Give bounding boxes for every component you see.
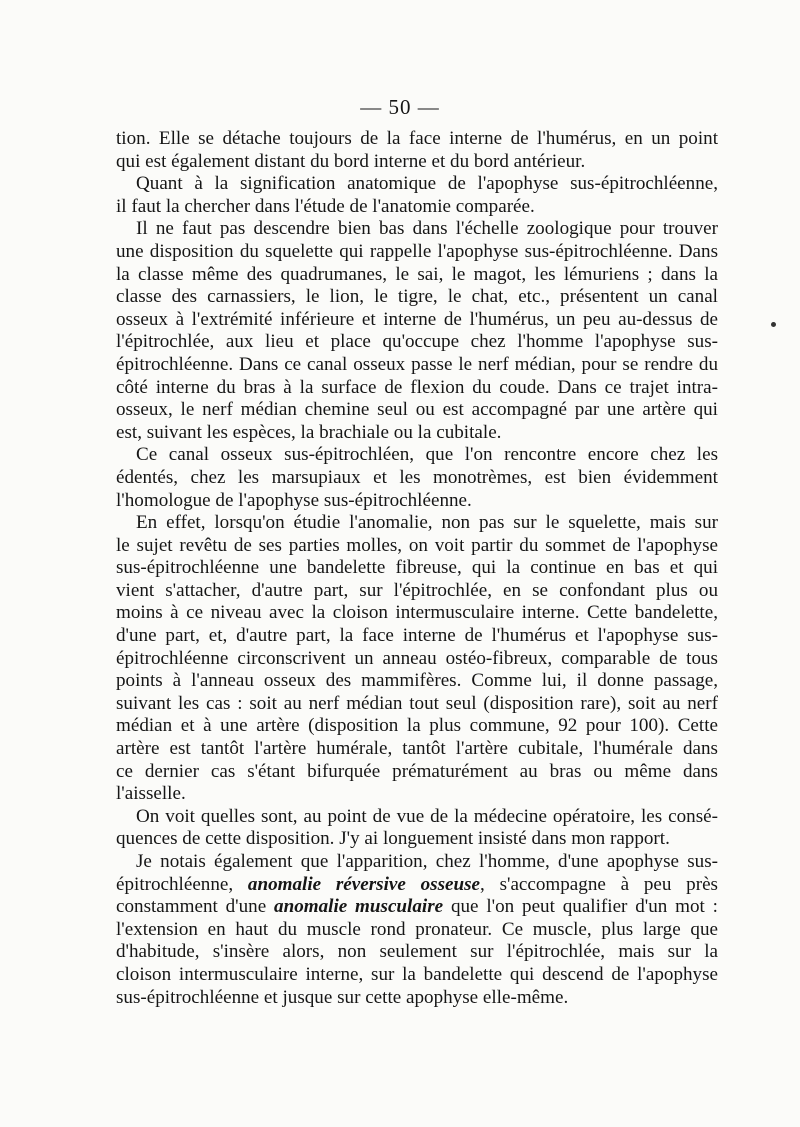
text-segment: que l'on peut qualifier d'un mot : — [443, 896, 718, 918]
text-line: est, suivant les espèces, la brachiale ou la cubitale. — [116, 421, 502, 443]
text-line: la classe même des quadrumanes, le sai, le magot, les lémuriens ; dans la — [116, 263, 718, 285]
italic-emphasis: anomalie musculaire — [274, 896, 444, 918]
page-number: — 50 — — [360, 95, 440, 119]
text-line: osseux, le nerf médian chemine seul ou est accompagné par une artère qui — [116, 399, 718, 421]
text-line: artère est tantôt l'artère humérale, tantôt l'artère cubitale, l'humérale dans — [116, 738, 718, 760]
text-line: épitrochléenne circonscrivent un anneau ostéo-fibreux, comparable de tous — [116, 647, 718, 669]
text-segment: , s'accompagne à peu près — [480, 873, 718, 895]
text-line: Ce canal osseux sus-épitrochléen, que l'on rencontre encore chez les — [136, 444, 718, 466]
text-line: Je notais également que l'apparition, chez l'homme, d'une apophyse sus- — [136, 851, 718, 872]
text-line: vient s'attacher, d'autre part, sur l'épitrochlée, en se confondant plus ou — [116, 579, 718, 601]
text-line: l'extension en haut du muscle rond pronateur. Ce muscle, plus large que — [116, 918, 718, 940]
text-line: sus-épitrochléenne une bandelette fibreuse, qui la continue en bas et qui — [116, 557, 718, 579]
text-line: On voit quelles sont, au point de vue de la médecine opératoire, les consé- — [136, 805, 718, 827]
body-text — [116, 128, 718, 1009]
text-line: le sujet revêtu de ses parties molles, on voit partir du sommet de l'apophyse — [116, 534, 718, 556]
text-line: l'épitrochlée, aux lieu et place qu'occupe chez l'homme l'apophyse sus- — [116, 331, 718, 353]
text-line: il faut la chercher dans l'étude de l'anatomie comparée. — [116, 195, 535, 217]
text-segment: épitrochléenne, — [116, 873, 248, 895]
text-line: d'habitude, s'insère alors, non seulement sur l'épitrochlée, mais sur la — [116, 941, 718, 963]
text-line: Quant à la signification anatomique de l'apophyse sus-épitrochléenne, — [136, 173, 718, 195]
text-line: quences de cette disposition. J'y ai longuement insisté dans mon rapport. — [116, 828, 670, 850]
text-line: cloison intermusculaire interne, sur la bandelette qui descend de l'apophyse — [116, 963, 718, 985]
text-segment: constamment d'une — [116, 896, 275, 918]
text-line: Il ne faut pas descendre bien bas dans l'échelle zoologique pour trouver — [136, 218, 718, 240]
text-line: points à l'anneau osseux des mammifères. Comme lui, il donne passage, — [116, 670, 718, 692]
text-line: une disposition du squelette qui rappelle l'apophyse sus-épitrochléenne. Dans — [116, 240, 718, 262]
text-line: l'homologue de l'apophyse sus-épitrochléenne. — [116, 489, 472, 511]
margin-dot — [771, 322, 776, 327]
text-line: moins à ce niveau avec la cloison intermusculaire interne. Cette bandelette, — [116, 602, 718, 624]
text-line: l'aisselle. — [116, 783, 186, 805]
text-line: côté interne du bras à la surface de flexion du coude. Dans ce trajet intra- — [116, 376, 718, 398]
text-line: édentés, chez les marsupiaux et les monotrèmes, est bien évidemment — [116, 466, 718, 488]
text-line: ce dernier cas s'étant bifurquée prématurément au bras ou même dans — [116, 760, 718, 782]
text-line: suivant les cas : soit au nerf médian tout seul (disposition rare), soit au nerf — [116, 692, 718, 714]
text-line: sus-épitrochléenne et jusque sur cette apophyse elle-même. — [116, 986, 569, 1008]
text-line: classe des carnassiers, le lion, le tigre, le chat, etc., présentent un canal — [116, 286, 718, 308]
text-line: d'une part, et, d'autre part, la face interne de l'humérus et l'apophyse sus- — [116, 625, 718, 647]
text-line — [116, 896, 718, 919]
text-line: médian et à une artère (disposition la plus commune, 92 pour 100). Cette — [116, 715, 718, 737]
text-line: épitrochléenne. Dans ce canal osseux passe le nerf médian, pour se rendre du — [116, 353, 718, 375]
text-line: En effet, lorsqu'on étudie l'anomalie, non pas sur le squelette, mais sur — [136, 512, 718, 534]
text-line: qui est également distant du bord interne et du bord antérieur. — [116, 150, 586, 172]
text-line — [116, 874, 718, 897]
text-line: tion. Elle se détache toujours de la face interne de l'humérus, en un point — [116, 128, 718, 149]
text-line: osseux à l'extrémité inférieure et interne de l'humérus, un peu au-dessus de — [116, 308, 718, 330]
italic-emphasis: anomalie réversive osseuse — [247, 873, 481, 895]
